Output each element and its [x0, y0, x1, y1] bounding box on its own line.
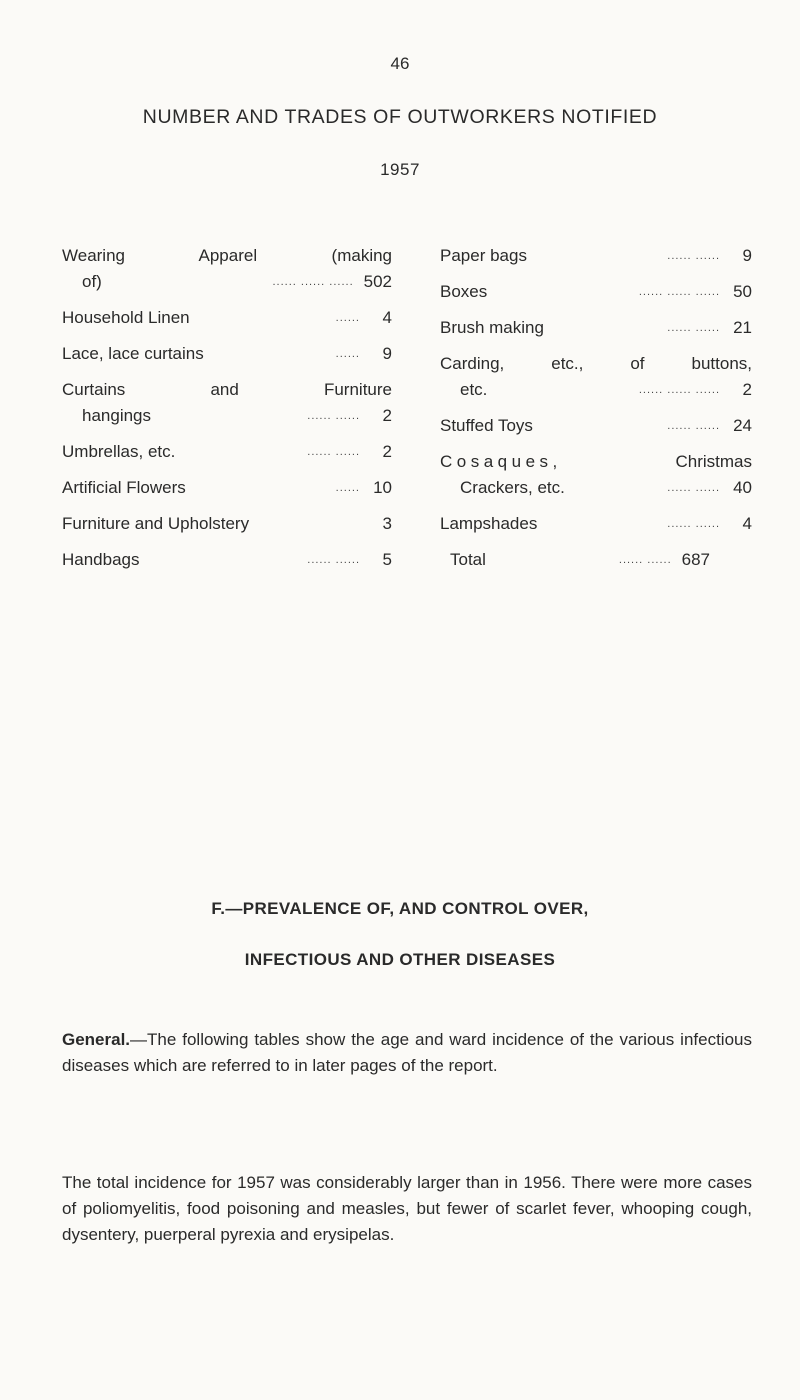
item-label-cont: hangings: [82, 406, 152, 425]
page-number: 46: [390, 54, 410, 73]
item-label: Boxes: [440, 282, 488, 301]
dot-leader: ......: [335, 482, 360, 494]
item-label: Furniture and Upholstery: [62, 514, 250, 533]
item-label: Cosaques,: [440, 452, 562, 471]
item-value: 4: [742, 514, 752, 533]
item-cosaques: [440, 449, 752, 501]
item-label: Umbrellas, etc.: [62, 442, 176, 461]
item-curtains: [62, 377, 392, 429]
dot-leader: ...... ......: [618, 554, 672, 566]
item-lace: [62, 341, 392, 367]
dot-leader: ...... ......: [307, 410, 360, 422]
page-heading: NUMBER AND TRADES OF OUTWORKERS NOTIFIED: [142, 106, 658, 128]
item-label-cont: of): [82, 272, 102, 291]
item-label: Household Linen: [62, 308, 190, 327]
dot-leader: ...... ......: [667, 420, 720, 432]
item-value: 2: [382, 442, 392, 461]
item-label: Carding, etc., of buttons,: [440, 354, 752, 373]
item-household-linen: [62, 305, 392, 331]
item-paper-bags: [440, 243, 752, 269]
item-label: Stuffed Toys: [440, 416, 533, 435]
item-label: Handbags: [62, 550, 140, 569]
paragraph-lead: General.: [62, 1030, 131, 1049]
dot-leader: ...... ......: [667, 250, 720, 262]
item-brush-making: [440, 315, 752, 341]
item-value: 50: [733, 282, 752, 301]
item-value: 10: [373, 478, 392, 497]
dot-leader: ...... ...... ......: [638, 286, 720, 298]
section-subtitle: INFECTIOUS AND OTHER DISEASES: [244, 950, 556, 969]
item-label: Artificial Flowers: [62, 478, 186, 497]
item-value: 9: [382, 344, 392, 363]
item-value: 502: [363, 272, 392, 291]
dot-leader: ...... ......: [667, 482, 720, 494]
dot-leader: ......: [335, 312, 360, 324]
paragraph-general: [62, 1027, 752, 1079]
item-value: 4: [382, 308, 392, 327]
item-boxes: [440, 279, 752, 305]
right-column: [440, 243, 752, 573]
item-wearing-apparel: [62, 243, 392, 295]
dot-leader: ...... ......: [307, 554, 360, 566]
item-label: Lampshades: [440, 514, 538, 533]
item-label: Wearing Apparel (making: [62, 246, 392, 265]
paragraph-incidence: The total incidence for 1957 was considerably larger than in 1956. There were more cases of poliomyelitis, food poisoning and measles, but fewer of scarlet fever, whooping cough, dysentery, puerperal pyrexia and erysipelas.: [62, 1173, 752, 1244]
item-umbrellas: [62, 439, 392, 465]
section-title: F.—PREVALENCE OF, AND CONTROL OVER,: [211, 899, 589, 918]
item-stuffed-toys: [440, 413, 752, 439]
item-value: 5: [382, 550, 392, 569]
left-column: [62, 243, 392, 583]
item-value: 40: [733, 478, 752, 497]
total-value: 687: [681, 550, 710, 569]
total-label: Total: [450, 550, 486, 569]
item-handbags: [62, 547, 392, 573]
item-value: 2: [382, 406, 392, 425]
item-value: 24: [733, 416, 752, 435]
dot-leader: ...... ...... ......: [272, 276, 354, 288]
item-label: Curtains and Furniture: [62, 380, 392, 399]
paragraph-text: —The following tables show the age and ward incidence of the various infectious diseases which are referred to in later pages of the report.: [62, 1030, 752, 1075]
dot-leader: ...... ......: [667, 518, 720, 530]
total-row: [440, 547, 710, 573]
dot-leader: ......: [335, 348, 360, 360]
item-value: 9: [742, 246, 752, 265]
item-label: Paper bags: [440, 246, 527, 265]
dot-leader: ...... ......: [667, 322, 720, 334]
item-furniture-upholstery: [62, 511, 392, 537]
item-label: Lace, lace curtains: [62, 344, 204, 363]
item-value: 2: [742, 380, 752, 399]
item-label-cont: etc.: [460, 380, 488, 399]
item-label-part: Christmas: [675, 452, 752, 471]
item-label: Brush making: [440, 318, 544, 337]
item-artificial-flowers: [62, 475, 392, 501]
dot-leader: ...... ...... ......: [638, 384, 720, 396]
item-label-cont: Crackers, etc.: [460, 478, 565, 497]
item-value: 21: [733, 318, 752, 337]
heading-year: 1957: [380, 160, 420, 179]
item-carding: [440, 351, 752, 403]
dot-leader: ...... ......: [307, 446, 360, 458]
item-lampshades: [440, 511, 752, 537]
item-value: 3: [382, 514, 392, 533]
